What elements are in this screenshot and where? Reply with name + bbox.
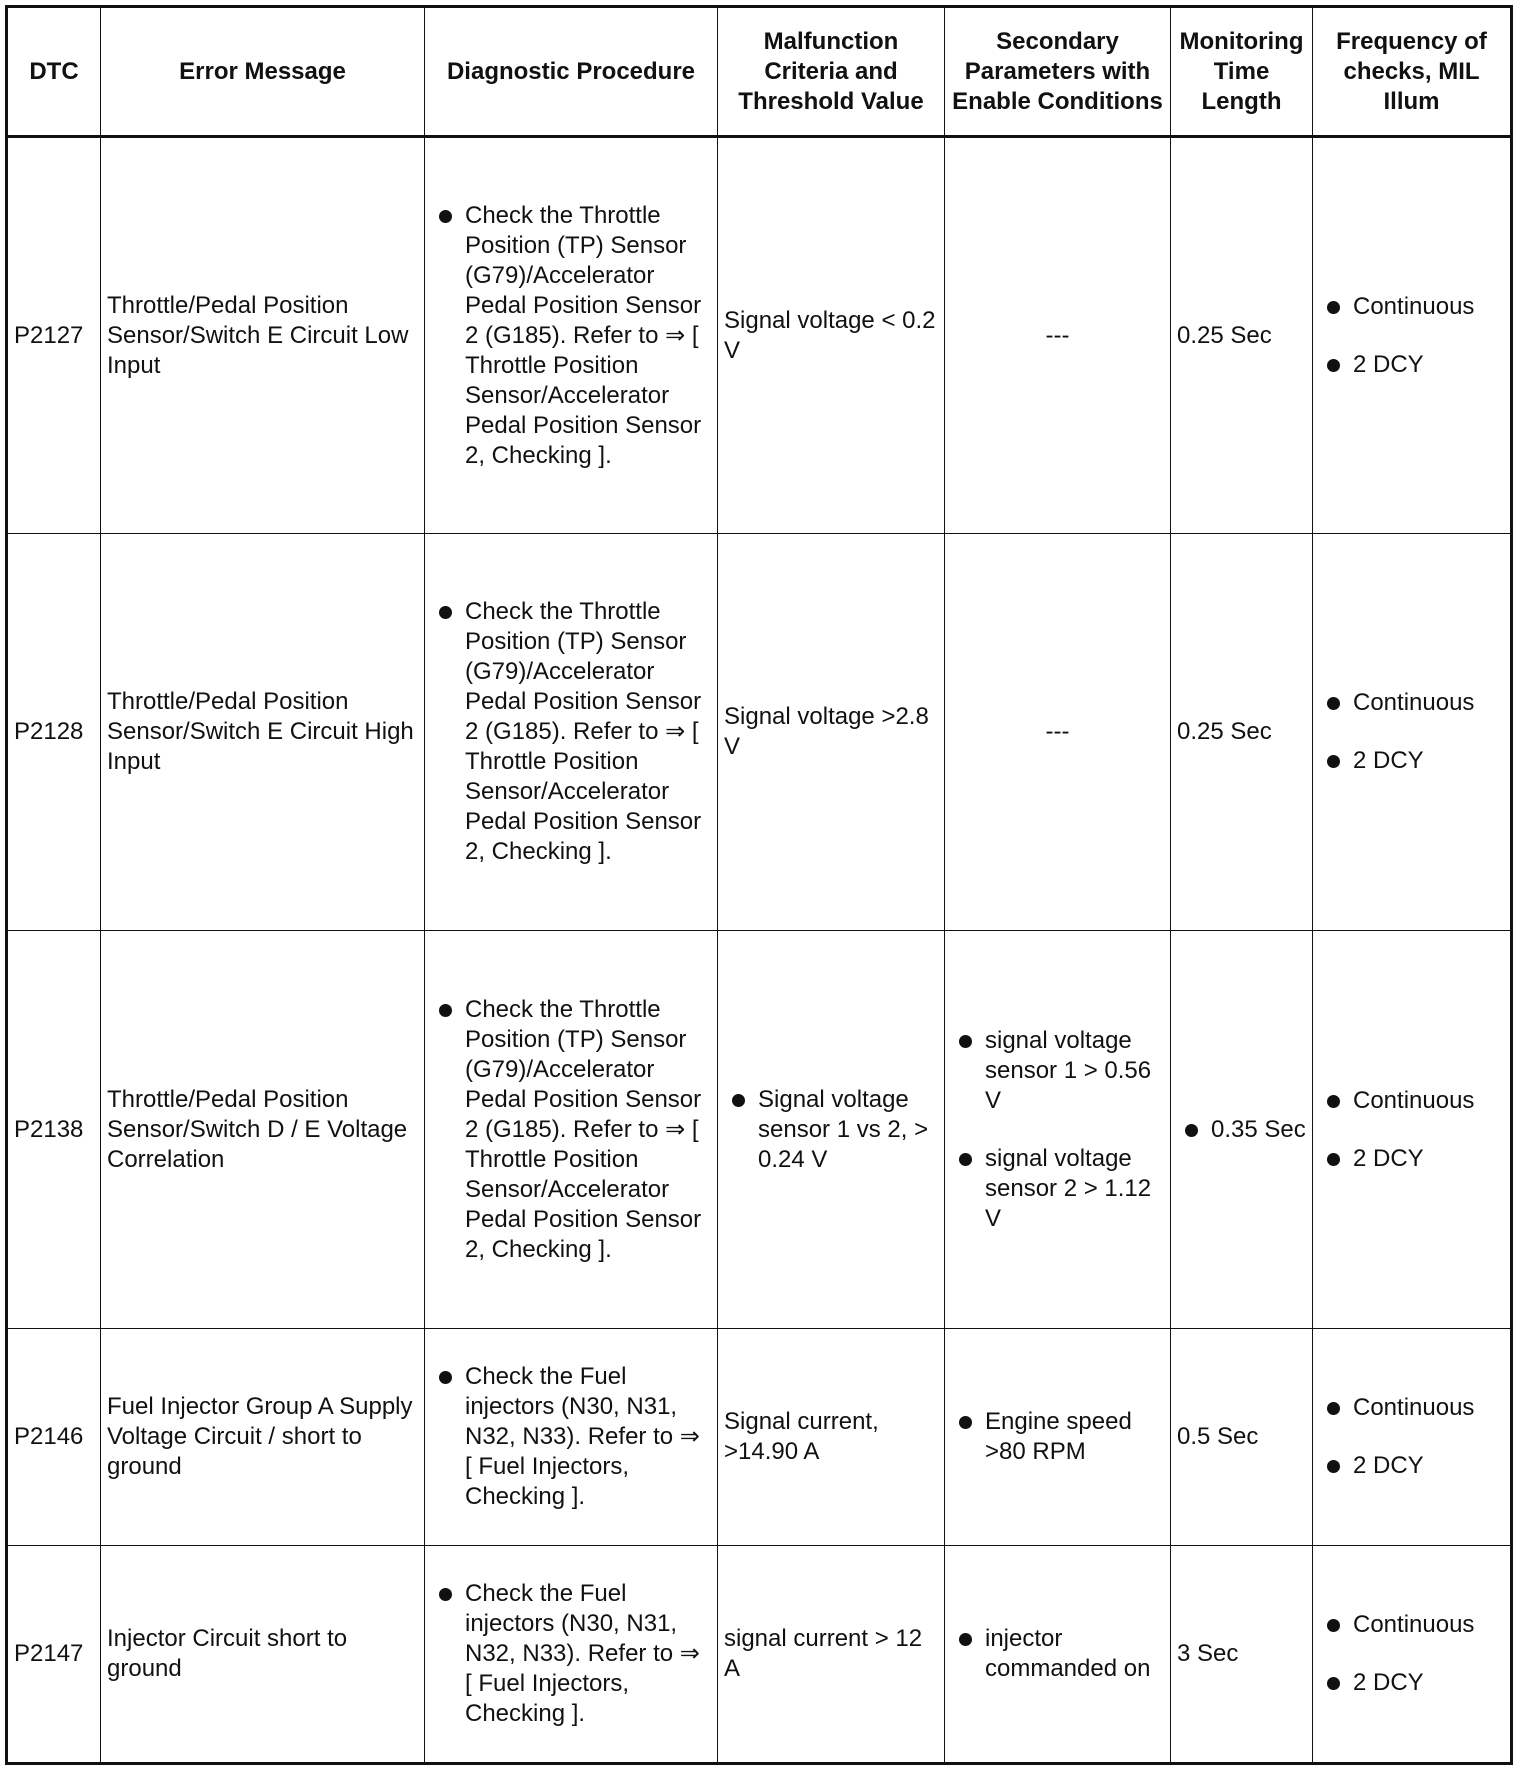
list-item: 2 DCY — [1319, 1451, 1504, 1481]
dtc-code: P2127 — [7, 137, 101, 534]
malfunction-criteria: Signal voltage < 0.2 V — [718, 137, 945, 534]
bullet-icon — [1327, 1677, 1340, 1690]
bullet-icon — [959, 1035, 972, 1048]
bullet-icon — [439, 1004, 452, 1017]
list-item: 2 DCY — [1319, 746, 1504, 776]
header-error-message: Error Message — [101, 7, 425, 137]
bullet-icon — [1327, 755, 1340, 768]
bullet-icon — [1327, 697, 1340, 710]
malfunction-criteria: signal current > 12 A — [718, 1546, 945, 1764]
dtc-code: P2147 — [7, 1546, 101, 1764]
dtc-code: P2146 — [7, 1328, 101, 1546]
error-message: Throttle/Pedal Position Sensor/Switch E Circuit Low Input — [101, 137, 425, 534]
bullet-icon — [959, 1416, 972, 1429]
dtc-code: P2128 — [7, 534, 101, 931]
bullet-icon — [1327, 1460, 1340, 1473]
secondary-parameters — [945, 1328, 1171, 1546]
frequency — [1313, 1546, 1512, 1764]
list-item: Signal voltage sensor 1 vs 2, > 0.24 V — [724, 1085, 938, 1175]
secondary-parameters: --- — [945, 534, 1171, 931]
frequency — [1313, 534, 1512, 931]
secondary-parameters: --- — [945, 137, 1171, 534]
error-message: Fuel Injector Group A Supply Voltage Circuit / short to ground — [101, 1328, 425, 1546]
frequency — [1313, 1328, 1512, 1546]
list-item: Continuous — [1319, 1393, 1504, 1423]
list-item: Check the Fuel injectors (N30, N31, N32, N33). Refer to ⇒ [ Fuel Injectors, Checking ]. — [431, 1362, 711, 1512]
dtc-code: P2138 — [7, 931, 101, 1328]
list-item: 2 DCY — [1319, 1144, 1504, 1174]
list-item: Engine speed >80 RPM — [951, 1407, 1164, 1467]
list-item: Check the Throttle Position (TP) Sensor (G79)/Accelerator Pedal Position Sensor 2 (G185). Refer to ⇒ [ Throttle Position Sensor/Accelerator Pedal Position Sensor 2, Checking ]. — [431, 597, 711, 867]
bullet-icon — [732, 1094, 745, 1107]
diagnostic-procedure — [425, 534, 718, 931]
table-row — [7, 1328, 1512, 1546]
monitoring-time: 3 Sec — [1171, 1546, 1313, 1764]
table-row — [7, 534, 1512, 931]
frequency — [1313, 931, 1512, 1328]
error-message: Throttle/Pedal Position Sensor/Switch E Circuit High Input — [101, 534, 425, 931]
bullet-icon — [439, 210, 452, 223]
header-dtc: DTC — [7, 7, 101, 137]
malfunction-criteria: Signal voltage >2.8 V — [718, 534, 945, 931]
diagnostic-procedure — [425, 137, 718, 534]
diagnostic-procedure — [425, 931, 718, 1328]
list-item: Continuous — [1319, 1086, 1504, 1116]
list-item: injector commanded on — [951, 1624, 1164, 1684]
header-frequency: Frequency of checks, MIL Illum — [1313, 7, 1512, 137]
header-monitoring-time: Monitoring Time Length — [1171, 7, 1313, 137]
bullet-icon — [1327, 1619, 1340, 1632]
bullet-icon — [1327, 301, 1340, 314]
list-item: Continuous — [1319, 688, 1504, 718]
bullet-icon — [1327, 1095, 1340, 1108]
bullet-icon — [1327, 1402, 1340, 1415]
secondary-parameters — [945, 1546, 1171, 1764]
list-item: 2 DCY — [1319, 350, 1504, 380]
list-item: 0.35 Sec — [1177, 1115, 1306, 1145]
monitoring-time — [1171, 931, 1313, 1328]
list-item: signal voltage sensor 2 > 1.12 V — [951, 1144, 1164, 1234]
bullet-icon — [1185, 1124, 1198, 1137]
bullet-icon — [1327, 359, 1340, 372]
bullet-icon — [439, 1371, 452, 1384]
monitoring-time: 0.25 Sec — [1171, 534, 1313, 931]
list-item: Continuous — [1319, 292, 1504, 322]
dtc-table — [5, 5, 1513, 1765]
bullet-icon — [439, 606, 452, 619]
list-item: Continuous — [1319, 1610, 1504, 1640]
secondary-parameters — [945, 931, 1171, 1328]
list-item: 2 DCY — [1319, 1668, 1504, 1698]
frequency — [1313, 137, 1512, 534]
error-message: Injector Circuit short to ground — [101, 1546, 425, 1764]
bullet-icon — [1327, 1153, 1340, 1166]
list-item: Check the Fuel injectors (N30, N31, N32, N33). Refer to ⇒ [ Fuel Injectors, Checking ]. — [431, 1579, 711, 1729]
error-message: Throttle/Pedal Position Sensor/Switch D / E Voltage Correlation — [101, 931, 425, 1328]
list-item: Check the Throttle Position (TP) Sensor (G79)/Accelerator Pedal Position Sensor 2 (G185). Refer to ⇒ [ Throttle Position Sensor/Accelerator Pedal Position Sensor 2, Checking ]. — [431, 201, 711, 471]
diagnostic-procedure — [425, 1328, 718, 1546]
table-row — [7, 931, 1512, 1328]
list-item: Check the Throttle Position (TP) Sensor (G79)/Accelerator Pedal Position Sensor 2 (G185). Refer to ⇒ [ Throttle Position Sensor/Accelerator Pedal Position Sensor 2, Checking ]. — [431, 995, 711, 1265]
bullet-icon — [959, 1153, 972, 1166]
table-row — [7, 1546, 1512, 1764]
header-secondary-parameters: Secondary Parameters with Enable Conditions — [945, 7, 1171, 137]
monitoring-time: 0.5 Sec — [1171, 1328, 1313, 1546]
diagnostic-procedure — [425, 1546, 718, 1764]
table-row — [7, 137, 1512, 534]
list-item: signal voltage sensor 1 > 0.56 V — [951, 1026, 1164, 1116]
header-malfunction-criteria: Malfunction Criteria and Threshold Value — [718, 7, 945, 137]
malfunction-criteria: Signal current, >14.90 A — [718, 1328, 945, 1546]
header-diagnostic-procedure: Diagnostic Procedure — [425, 7, 718, 137]
monitoring-time: 0.25 Sec — [1171, 137, 1313, 534]
bullet-icon — [959, 1633, 972, 1646]
table-header-row — [7, 7, 1512, 137]
malfunction-criteria — [718, 931, 945, 1328]
bullet-icon — [439, 1588, 452, 1601]
